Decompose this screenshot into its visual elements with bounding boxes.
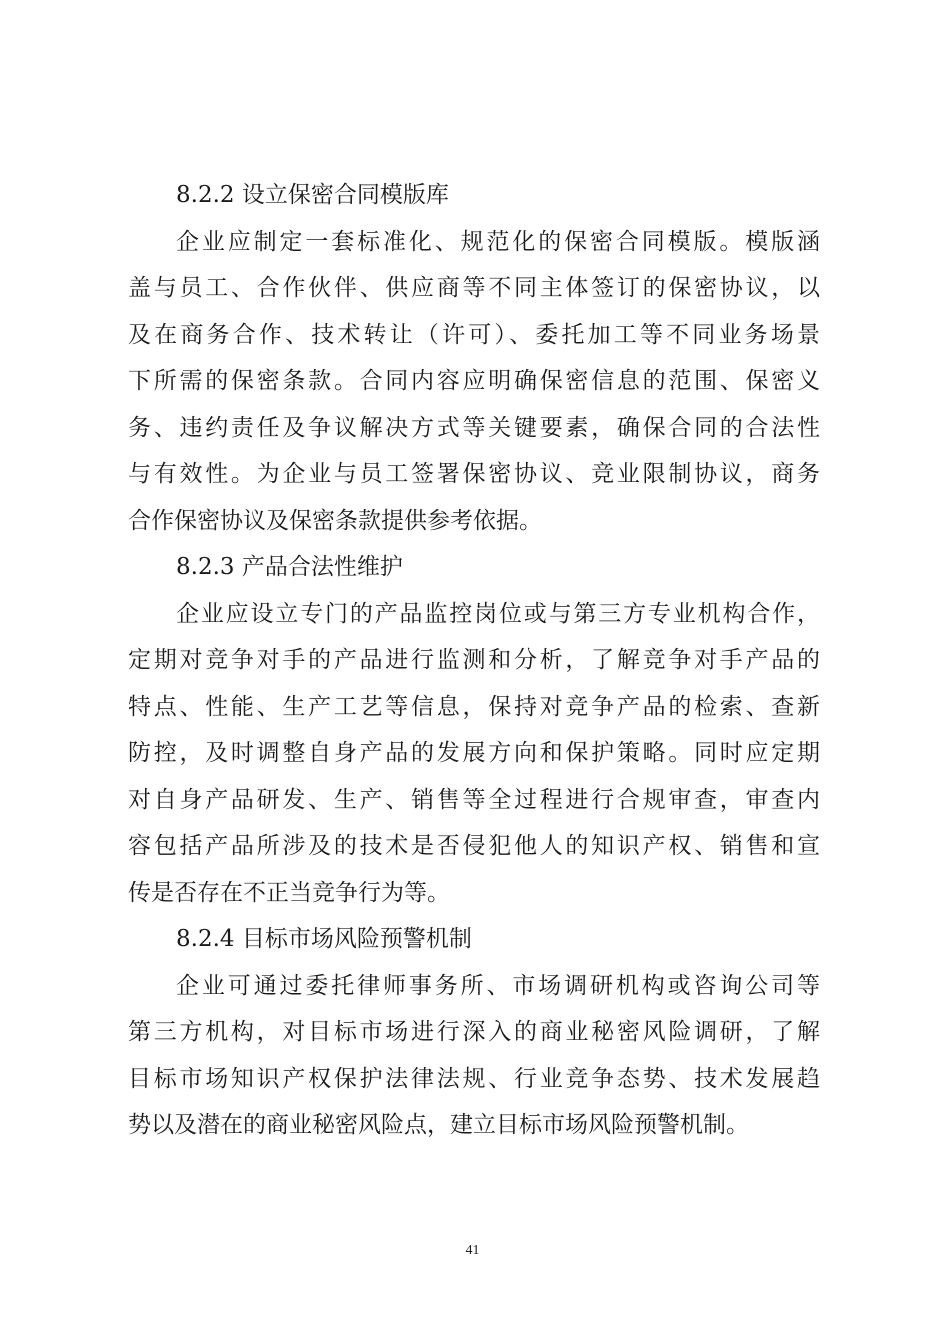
- paragraph-line: 企业应制定一套标准化、规范化的保密合同模版。模版涵: [176, 228, 820, 255]
- paragraph-line: 下所需的保密条款。合同内容应明确保密信息的范围、保密义: [128, 368, 820, 394]
- paragraph-line-last: 合作保密协议及保密条款提供参考依据。: [128, 507, 542, 534]
- section-heading-8-2-4: 8.2.4 目标市场风险预警机制: [176, 926, 472, 952]
- paragraph-line-last: 传是否存在不正当竞争行为等。: [128, 879, 450, 906]
- paragraph-line: 特点、性能、生产工艺等信息，保持对竞争产品的检索、查新: [128, 693, 820, 720]
- paragraph-line: 对自身产品研发、生产、销售等全过程进行合规审查，审查内: [128, 786, 820, 813]
- paragraph-line: 务、违约责任及争议解决方式等关键要素，确保合同的合法性: [128, 414, 820, 441]
- paragraph-line: 第三方机构，对目标市场进行深入的商业秘密风险调研，了解: [128, 1019, 820, 1045]
- section-heading-8-2-2: 8.2.2 设立保密合同模版库: [176, 182, 449, 208]
- page-number: 41: [465, 1243, 480, 1258]
- paragraph-line: 盖与员工、合作伙伴、供应商等不同主体签订的保密协议，以: [128, 275, 820, 301]
- paragraph-line: 容包括产品所涉及的技术是否侵犯他人的知识产权、销售和宣: [128, 833, 820, 859]
- paragraph-line: 防控，及时调整自身产品的发展方向和保护策略。同时应定期: [128, 740, 820, 766]
- paragraph-line: 定期对竞争对手的产品进行监测和分析，了解竞争对手产品的: [128, 647, 820, 673]
- page-content: [128, 172, 820, 1149]
- paragraph-line: 企业应设立专门的产品监控岗位或与第三方专业机构合作，: [176, 600, 820, 627]
- section-heading-8-2-3: 8.2.3 产品合法性维护: [176, 554, 403, 580]
- paragraph-line: 及在商务合作、技术转让（许可）、委托加工等不同业务场景: [128, 321, 820, 348]
- paragraph-line: 与有效性。为企业与员工签署保密协议、竞业限制协议，商务: [128, 461, 820, 487]
- paragraph-line: 企业可通过委托律师事务所、市场调研机构或咨询公司等: [176, 972, 820, 999]
- paragraph-line: 目标市场知识产权保护法律法规、行业竞争态势、技术发展趋: [128, 1065, 820, 1092]
- paragraph-line-last: 势以及潜在的商业秘密风险点，建立目标市场风险预警机制。: [128, 1112, 749, 1138]
